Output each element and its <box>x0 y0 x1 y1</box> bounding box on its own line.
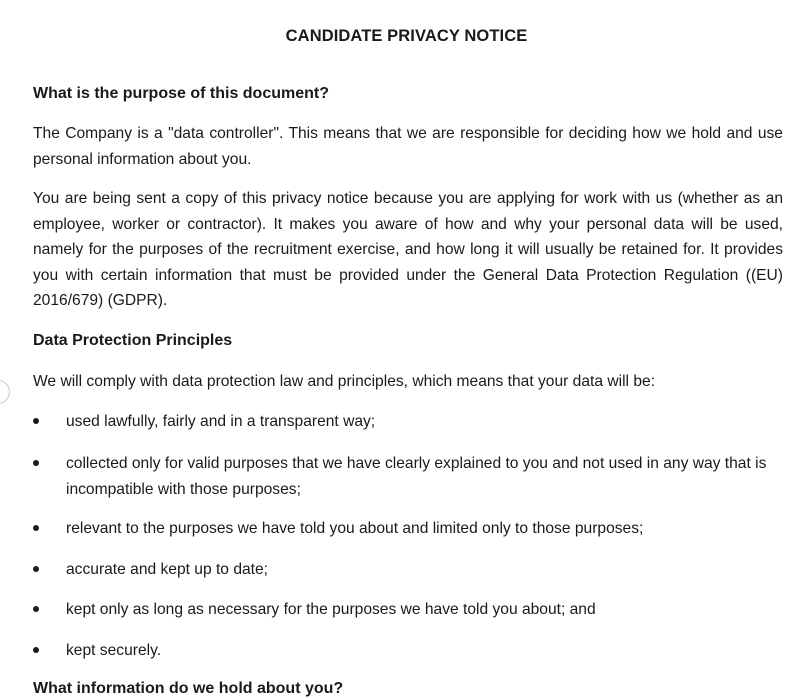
section-heading-information: What information do we hold about you? <box>33 680 344 697</box>
paragraph-data-controller: The Company is a "data controller". This means that we are responsible for deciding how we hold and use personal information about you. <box>33 125 783 168</box>
scroll-marker-icon <box>0 380 10 404</box>
bullet-icon <box>33 418 39 424</box>
document-title: CANDIDATE PRIVACY NOTICE <box>285 27 528 45</box>
list-item-text: used lawfully, fairly and in a transparent way; <box>66 413 376 430</box>
paragraph-principles-intro: We will comply with data protection law and principles, which means that your data will be: <box>33 373 656 390</box>
list-item-text: collected only for valid purposes that we have clearly explained to you and not used in any way that is incompatible with those purposes; <box>66 455 767 498</box>
list-item-text: relevant to the purposes we have told you about and limited only to those purposes; <box>66 520 644 537</box>
list-item-text: accurate and kept up to date; <box>66 561 268 578</box>
bullet-icon <box>33 647 39 653</box>
bullet-icon <box>33 460 39 466</box>
bullet-icon <box>33 606 39 612</box>
section-heading-purpose: What is the purpose of this document? <box>33 85 329 102</box>
list-item-text: kept only as long as necessary for the purposes we have told you about; and <box>66 601 596 618</box>
bullet-icon <box>33 525 39 531</box>
paragraph-privacy-notice: You are being sent a copy of this privacy notice because you are applying for work with us (whether as an employee, worker or contractor). It makes you aware of how and why your personal data will be used, namely for the purposes of the recruitment exercise, and how long it will usually be retained for. It provides you with certain information that must be provided under the General Data Protection Regulation ((EU) 2016/679) (GDPR). <box>33 190 783 309</box>
bullet-icon <box>33 566 39 572</box>
list-item-text: kept securely. <box>66 642 162 659</box>
section-heading-principles: Data Protection Principles <box>33 332 233 349</box>
